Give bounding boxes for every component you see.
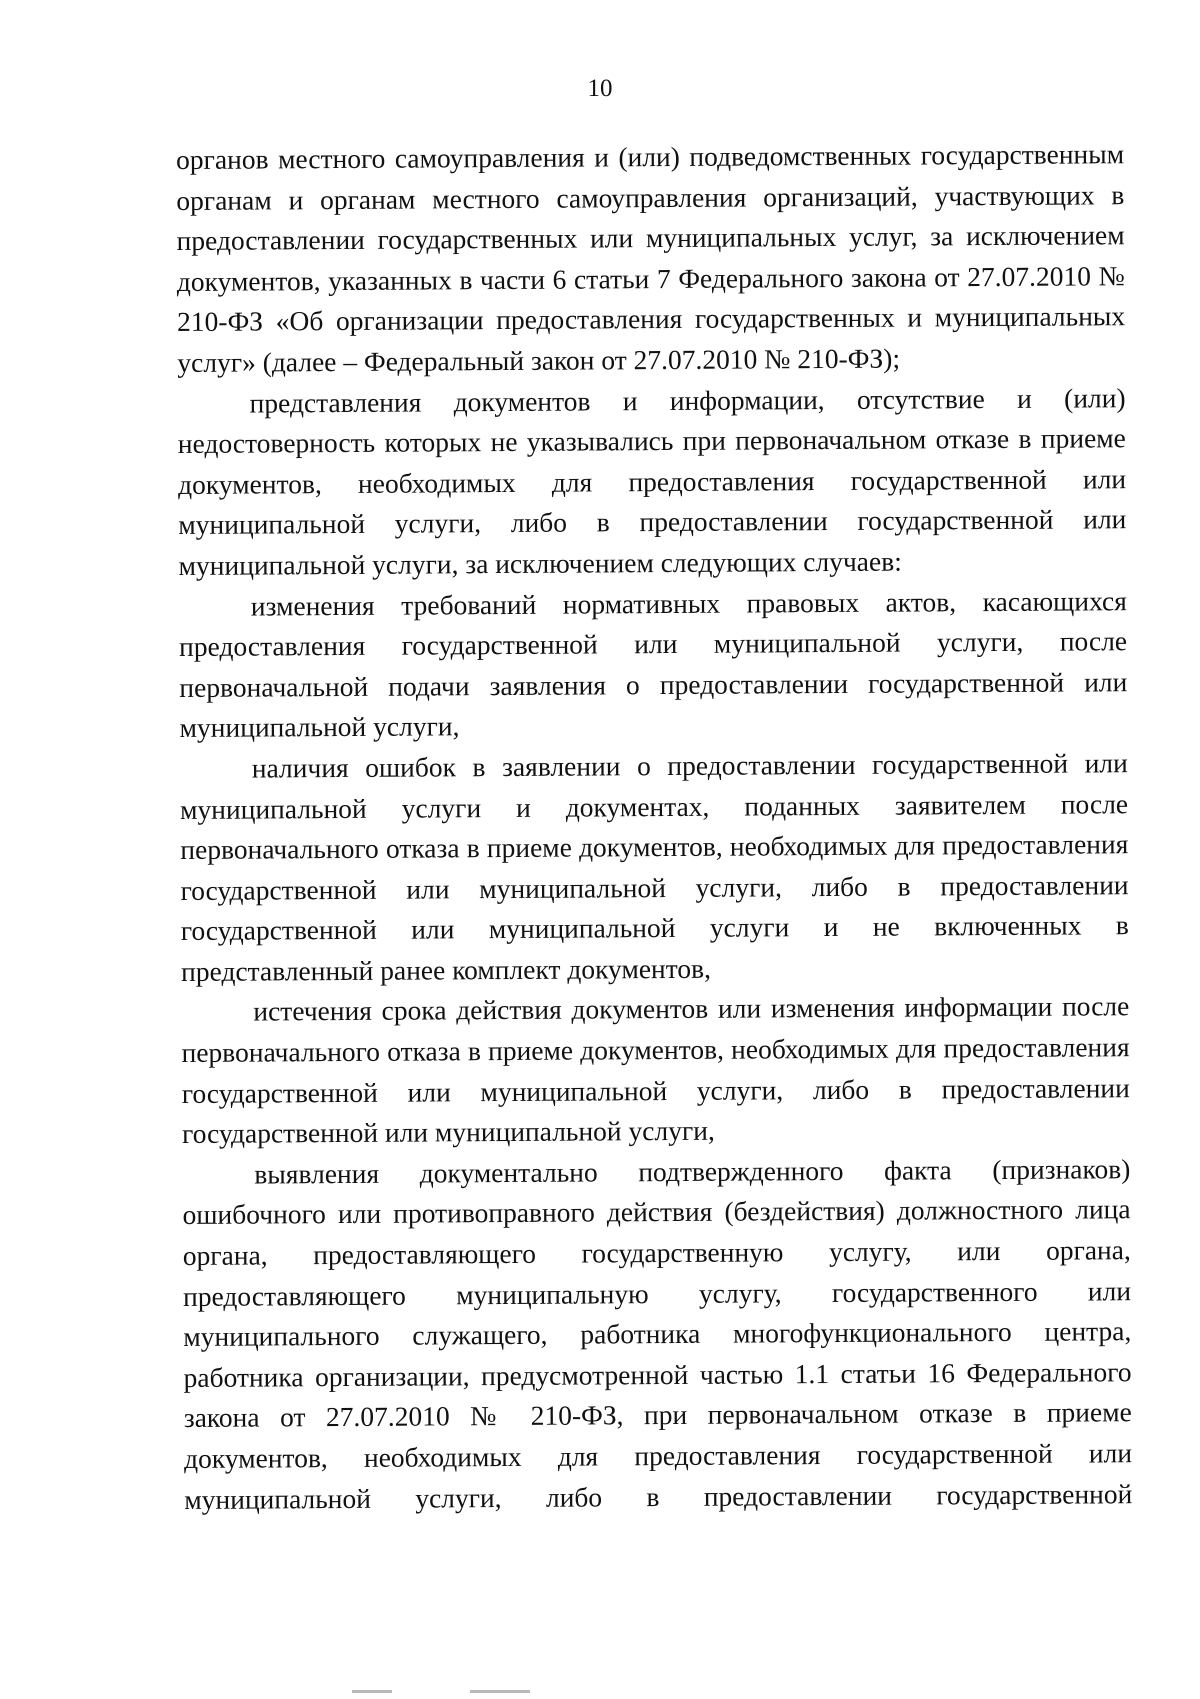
paragraph-4: наличия ошибок в заявлении о предоставлении государственной или муниципальной услуги и документах, поданных заявителем после первоначального отказа в приеме документов, необходимых для предоставления государственной или муниципальной услуги, либо в предоставлении государственной или муниципальной услуги и не включенных в представленный ранее комплект документов,: [179, 747, 1129, 987]
scan-artifact-mark: [470, 1690, 530, 1693]
paragraph-5: истечения срока действия документов или изменения информации после первоначального отказа в приеме документов, необходимых для предоставления государственной или муниципальной услуги, либо в предоставлении государственной или муниципальной услуги,: [181, 990, 1130, 1150]
page-number: 10: [587, 75, 613, 102]
paragraph-1: органов местного самоуправления и (или) подведомственных государственным органам и органам местного самоуправления организаций, участвующих в предоставлении государственных или муниципальных услуг, за исключением документов, указанных в части 6 статьи 7 Федерального закона от 27.07.2010 № 210-ФЗ «Об организации предоставления государственных и муниципальных услуг» (далее – Федеральный закон от 27.07.2010 № 210-ФЗ);: [176, 138, 1126, 378]
paragraph-6: выявления документально подтвержденного факта (признаков) ошибочного или противоправного действия (бездействия) должностного лица органа, предоставляющего государственную услугу, или органа, предоставляющего муниципальную услугу, государственного или муниципального служащего, работника многофункционального центра, работника организации, предусмотренной частью 1.1 статьи 16 Федерального закона от 27.07.2010 № 210-ФЗ, при первоначальном отказе в приеме документов, необходимых для предоставления государственной или муниципальной услуги, либо в предоставлении государственной: [182, 1153, 1133, 1515]
paragraph-2: представления документов и информации, отсутствие и (или) недостоверность которых не указывались при первоначальном отказе в приеме документов, необходимых для предоставления государственной или муниципальной услуги, либо в предоставлении государственной или муниципальной услуги, за исключением следующих случаев:: [177, 381, 1127, 581]
scan-artifact-mark: [352, 1690, 392, 1693]
document-body: [176, 134, 1132, 1520]
paragraph-3: изменения требований нормативных правовых актов, касающихся предоставления государственной или муниципальной услуги, после первоначальной подачи заявления о предоставлении государственной или муниципальной услуги,: [179, 584, 1128, 744]
